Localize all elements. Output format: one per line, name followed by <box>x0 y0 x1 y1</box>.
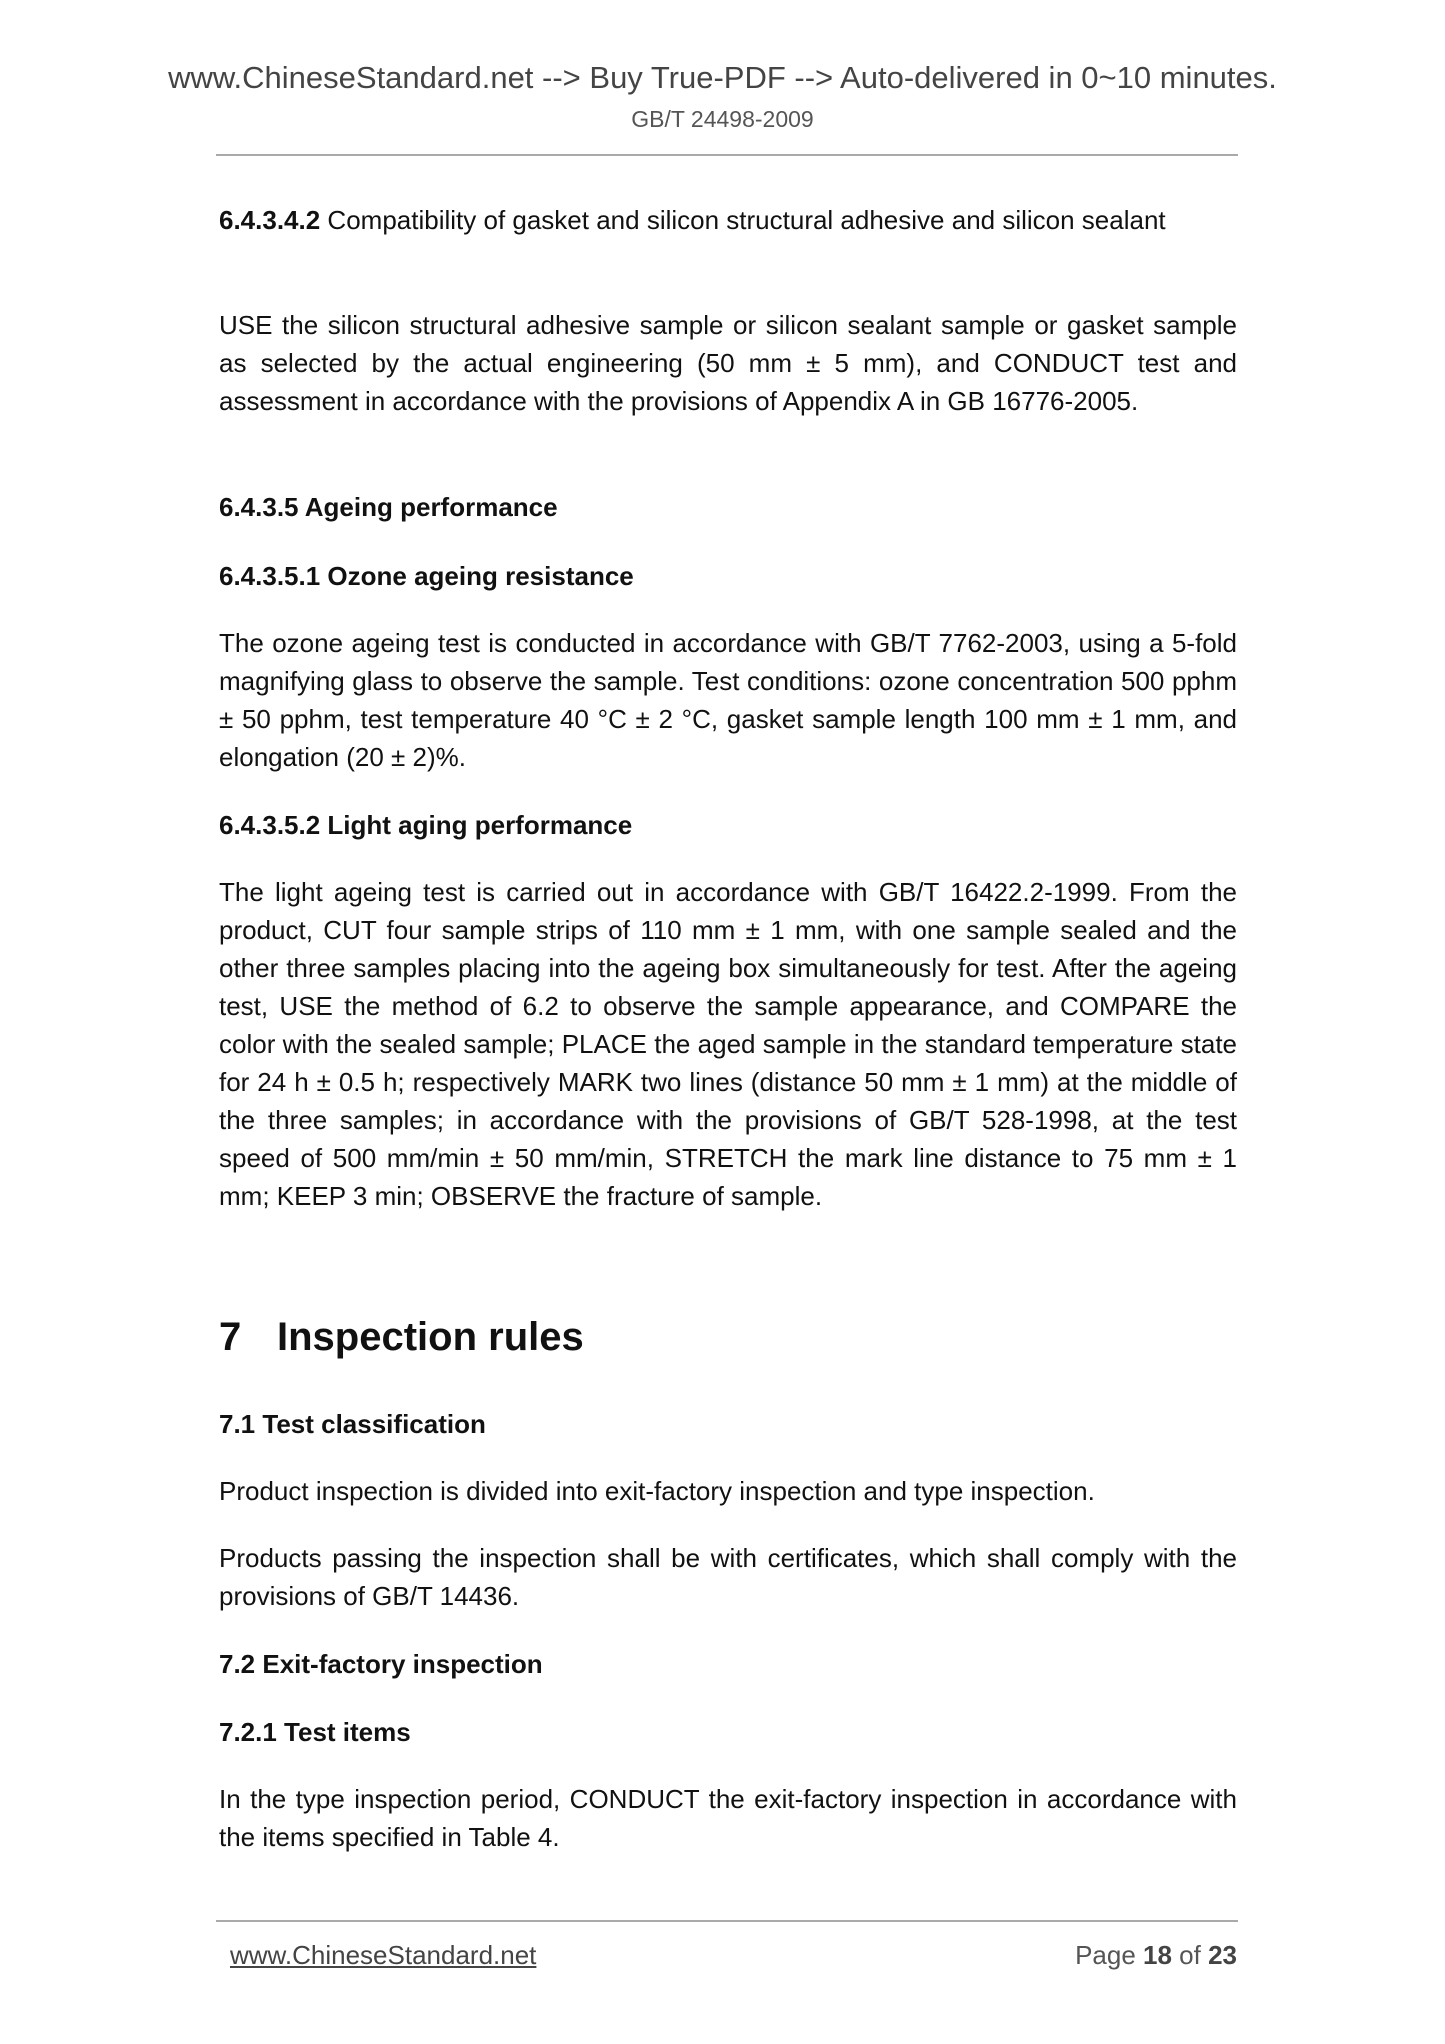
page-of: of <box>1171 1940 1209 1970</box>
paragraph: USE the silicon structural adhesive sample or silicon sealant sample or gasket sample as selected by the actual engineering (50 mm ± 5 mm), and CONDUCT test and assessment in accordance with the provisions of Appendix A in GB 16776-2005. <box>219 310 1237 416</box>
paragraph: The ozone ageing test is conducted in accordance with GB/T 7762-2003, using a 5-fold magnifying glass to observe the sample. Test conditions: ozone concentration 500 pphm ± 50 pphm, test temperature 40 °C ± 2 °C, gasket sample length 100 mm ± 1 mm, and elongation (20 ± 2)%. <box>219 628 1237 772</box>
footer-link[interactable]: www.ChineseStandard.net <box>230 1940 537 1970</box>
heading-6-4-3-4-2 <box>219 201 1237 239</box>
page-current: 18 <box>1143 1940 1172 1970</box>
heading-7-1: 7.1 Test classification <box>219 1409 486 1439</box>
standard-id: GB/T 24498-2009 <box>631 106 814 132</box>
section-title: Compatibility of gasket and silicon structural adhesive and silicon sealant <box>320 205 1166 235</box>
page-indicator <box>1075 1940 1237 1971</box>
heading-7 <box>219 1312 584 1362</box>
heading-6-4-3-5-2: 6.4.3.5.2 Light aging performance <box>219 810 633 840</box>
paragraph: In the type inspection period, CONDUCT the exit-factory inspection in accordance with the items specified in Table 4. <box>219 1784 1237 1852</box>
paragraph: Products passing the inspection shall be with certificates, which shall comply with the provisions of GB/T 14436. <box>219 1543 1237 1611</box>
paragraph: Product inspection is divided into exit-factory inspection and type inspection. <box>219 1476 1095 1506</box>
heading-6-4-3-5: 6.4.3.5 Ageing performance <box>219 492 558 522</box>
page-prefix: Page <box>1075 1940 1144 1970</box>
heading-6-4-3-5-1: 6.4.3.5.1 Ozone ageing resistance <box>219 561 634 591</box>
header-divider <box>216 154 1238 156</box>
paragraph: The light ageing test is carried out in accordance with GB/T 16422.2-1999. From the product, CUT four sample strips of 110 mm ± 1 mm, with one sample sealed and the other three samples placing into the ageing box simultaneously for test. After the ageing test, USE the method of 6.2 to observe the sample appearance, and COMPARE the color with the sealed sample; PLACE the aged sample in the standard temperature state for 24 h ± 0.5 h; respectively MARK two lines (distance 50 mm ± 1 mm) at the middle of the three samples; in accordance with the provisions of GB/T 528-1998, at the test speed of 500 mm/min ± 50 mm/min, STRETCH the mark line distance to 75 mm ± 1 mm; KEEP 3 min; OBSERVE the fracture of sample. <box>219 877 1237 1211</box>
section-number: 6.4.3.4.2 <box>219 205 321 235</box>
chapter-title: Inspection rules <box>277 1315 584 1359</box>
header-banner: www.ChineseStandard.net --> Buy True-PDF --> Auto-delivered in 0~10 minutes. <box>168 60 1277 95</box>
footer-divider <box>216 1920 1238 1922</box>
chapter-number: 7 <box>219 1315 242 1359</box>
heading-7-2-1: 7.2.1 Test items <box>219 1717 411 1747</box>
page-total: 23 <box>1208 1940 1237 1970</box>
heading-7-2: 7.2 Exit-factory inspection <box>219 1649 543 1679</box>
